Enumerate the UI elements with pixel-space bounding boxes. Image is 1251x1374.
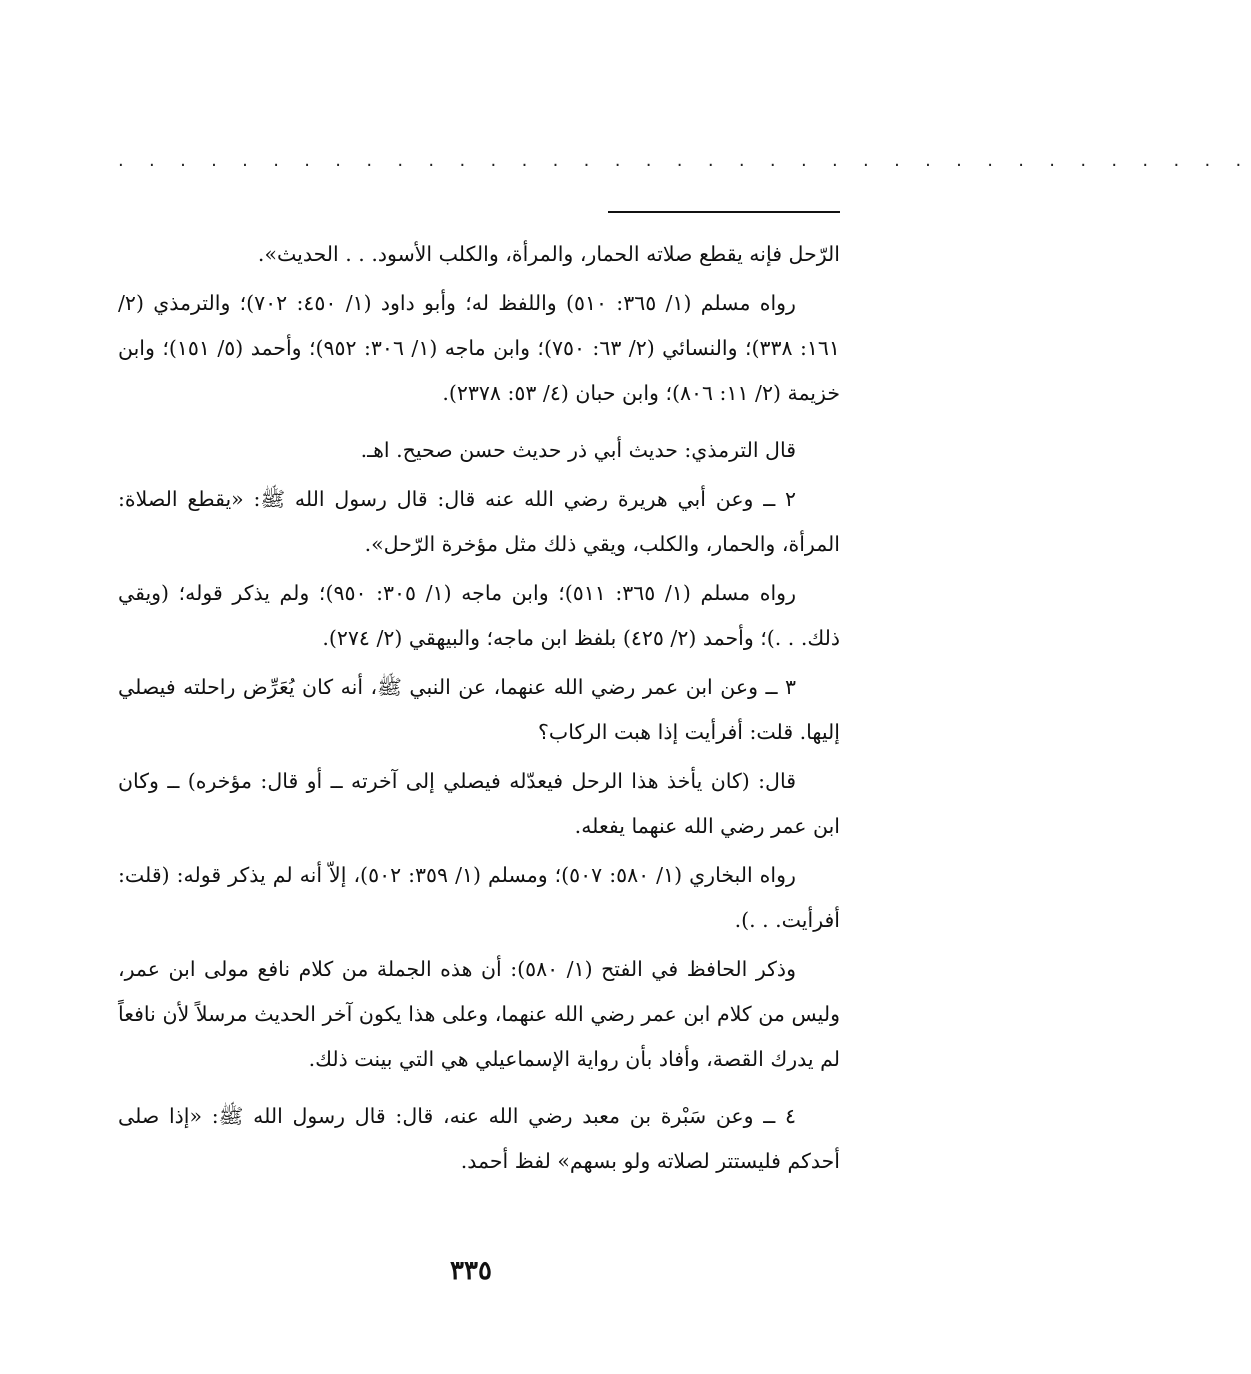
paragraph-takhrij-2: رواه مسلم (١/ ٣٦٥: ٥١١)؛ وابن ماجه (١/ ٣٠٥: ٩٥٠)؛ ولم يذكر قوله؛ (ويقي ذلك. . .)؛ وأحمد (٢/ ٤٢٥) بلفظ ابن ماجه؛ والبيهقي (٢/ ٢٧٤). (118, 581, 840, 650)
paragraph-tirmidhi-grading: قال الترمذي: حديث أبي ذر حديث حسن صحيح. اهـ. (360, 438, 796, 462)
paragraph-hadith-4: ٤ ــ وعن سَبْرة بن معبد رضي الله عنه، قال: قال رسول الله ﷺ: «إذا صلى أحدكم فليستتر لصلاته ولو بسهم» لفظ أحمد. (118, 1104, 840, 1173)
paragraph-hadith-2: ٢ ــ وعن أبي هريرة رضي الله عنه قال: قال رسول الله ﷺ: «يقطع الصلاة: المرأة، والحمار، والكلب، ويقي ذلك مثل مؤخرة الرّحل». (118, 487, 840, 556)
paragraph-hadith-3: ٣ ــ وعن ابن عمر رضي الله عنهما، عن النبي ﷺ، أنه كان يُعَرِّض راحلته فيصلي إليها. قلت: أفرأيت إذا هبت الركاب؟ (118, 675, 840, 744)
paragraph-takhrij-1: رواه مسلم (١/ ٣٦٥: ٥١٠) واللفظ له؛ وأبو داود (١/ ٤٥٠: ٧٠٢)؛ والترمذي (٢/ ١٦١: ٣٣٨)؛ والنسائي (٢/ ٦٣: ٧٥٠)؛ وابن ماجه (١/ ٣٠٦: ٩٥٢)؛ وأحمد (٥/ ١٥١)؛ وابن خزيمة (٢/ ١١: ٨٠٦)؛ وابن حبان (٤/ ٥٣: ٢٣٧٨). (118, 291, 840, 405)
page-body (118, 232, 840, 1188)
paragraph-hafiz-note: وذكر الحافظ في الفتح (١/ ٥٨٠): أن هذه الجملة من كلام نافع مولى ابن عمر، وليس من كلام ابن عمر رضي الله عنهما، وعلى هذا يكون آخر الحديث مرسلاً لأن نافعاً لم يدرك القصة، وأفاد بأن رواية الإسماعيلي هي التي بينت ذلك. (118, 957, 840, 1071)
paragraph-hadith-continuation: الرّحل فإنه يقطع صلاته الحمار، والمرأة، والكلب الأسود. . . الحديث». (257, 242, 840, 266)
footnote-rule (608, 211, 840, 213)
separator-dots: . . . . . . . . . . . . . . . . . . . . . . . . . . . . . . . . . . . . . (118, 150, 1251, 171)
paragraph-hadith-3-continuation: قال: (كان يأخذ هذا الرحل فيعدّله فيصلي إلى آخرته ــ أو قال: مؤخره) ــ وكان ابن عمر رضي الله عنهما يفعله. (118, 769, 840, 838)
paragraph-takhrij-3: رواه البخاري (١/ ٥٨٠: ٥٠٧)؛ ومسلم (١/ ٣٥٩: ٥٠٢)، إلاّ أنه لم يذكر قوله: (قلت: أفرأيت. . .). (118, 863, 840, 932)
page-number: ٣٣٥ (450, 1256, 492, 1286)
